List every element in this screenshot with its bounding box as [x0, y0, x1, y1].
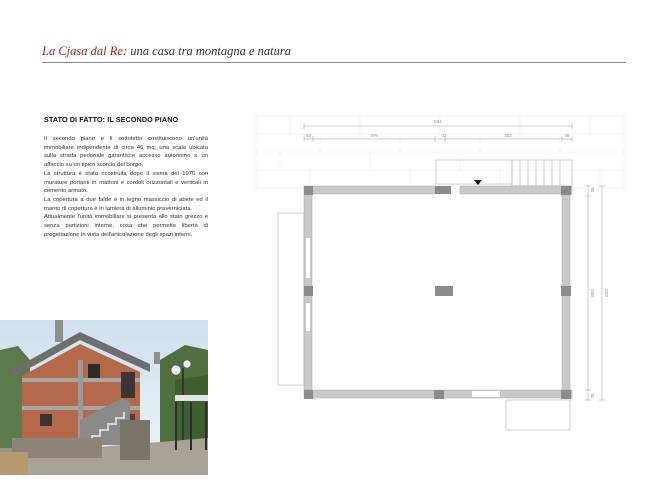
header-subtitle: una casa tra montagna e natura: [127, 44, 291, 58]
paragraph-2: La struttura è stata ricostruita dopo il sisma del 1976 con murature portanti in mattoni e cordoli orizzontali e verticali in cemento armato.: [44, 170, 208, 195]
vertical-dimension-2: 603: [590, 289, 595, 297]
house-photo: [0, 320, 208, 475]
brand-title: La Cjasa dal Re:: [42, 44, 128, 58]
house-photo-illustration: [0, 320, 208, 475]
stone-wall-texture: [256, 116, 624, 188]
header-divider: [42, 62, 626, 63]
segment-dimension-5: 46: [564, 133, 570, 138]
paragraph-1: Il secondo piano e il sottotetto costituiscono un'unità immobiliare indipendente di circa 46 mq; una scala ubicata sulla strada pedonale garantisce accesso autonomo e un affaccio su un tipico scorcio del borgo.: [44, 136, 208, 169]
vertical-dimension-1: 35: [590, 187, 595, 193]
openings: [306, 238, 500, 397]
page-header: [42, 44, 291, 59]
segment-dimension-4: 322: [504, 133, 512, 138]
paragraph-4: Attualmente l'unità immobiliare si presenta allo stato grezzo e senza partizioni interne, cosa che permette libertà di progettazione in vista dell'articolazione degli spazi interni.: [44, 214, 208, 238]
description-text: [44, 135, 208, 239]
segment-dimension-2: 376: [370, 133, 378, 138]
floor-plan-drawing: [250, 108, 630, 438]
vertical-dimension-3: 633: [604, 289, 609, 297]
columns: [304, 186, 571, 399]
section-title: STATO DI FATTO: IL SECONDO PIANO: [44, 115, 179, 124]
floor-plan: [250, 108, 630, 438]
paragraph-3: La copertura a due falde è in legno massiccio di abete ed il manto di copertura è in lamiera di alluminio preverniciata.: [44, 196, 208, 212]
segment-dimension-1: 33: [305, 133, 312, 138]
staircase: [436, 160, 572, 186]
total-dimension-label: 834: [434, 119, 442, 124]
vertical-dimension-4: 25: [590, 393, 595, 399]
segment-dimension-3: 33: [441, 133, 447, 138]
